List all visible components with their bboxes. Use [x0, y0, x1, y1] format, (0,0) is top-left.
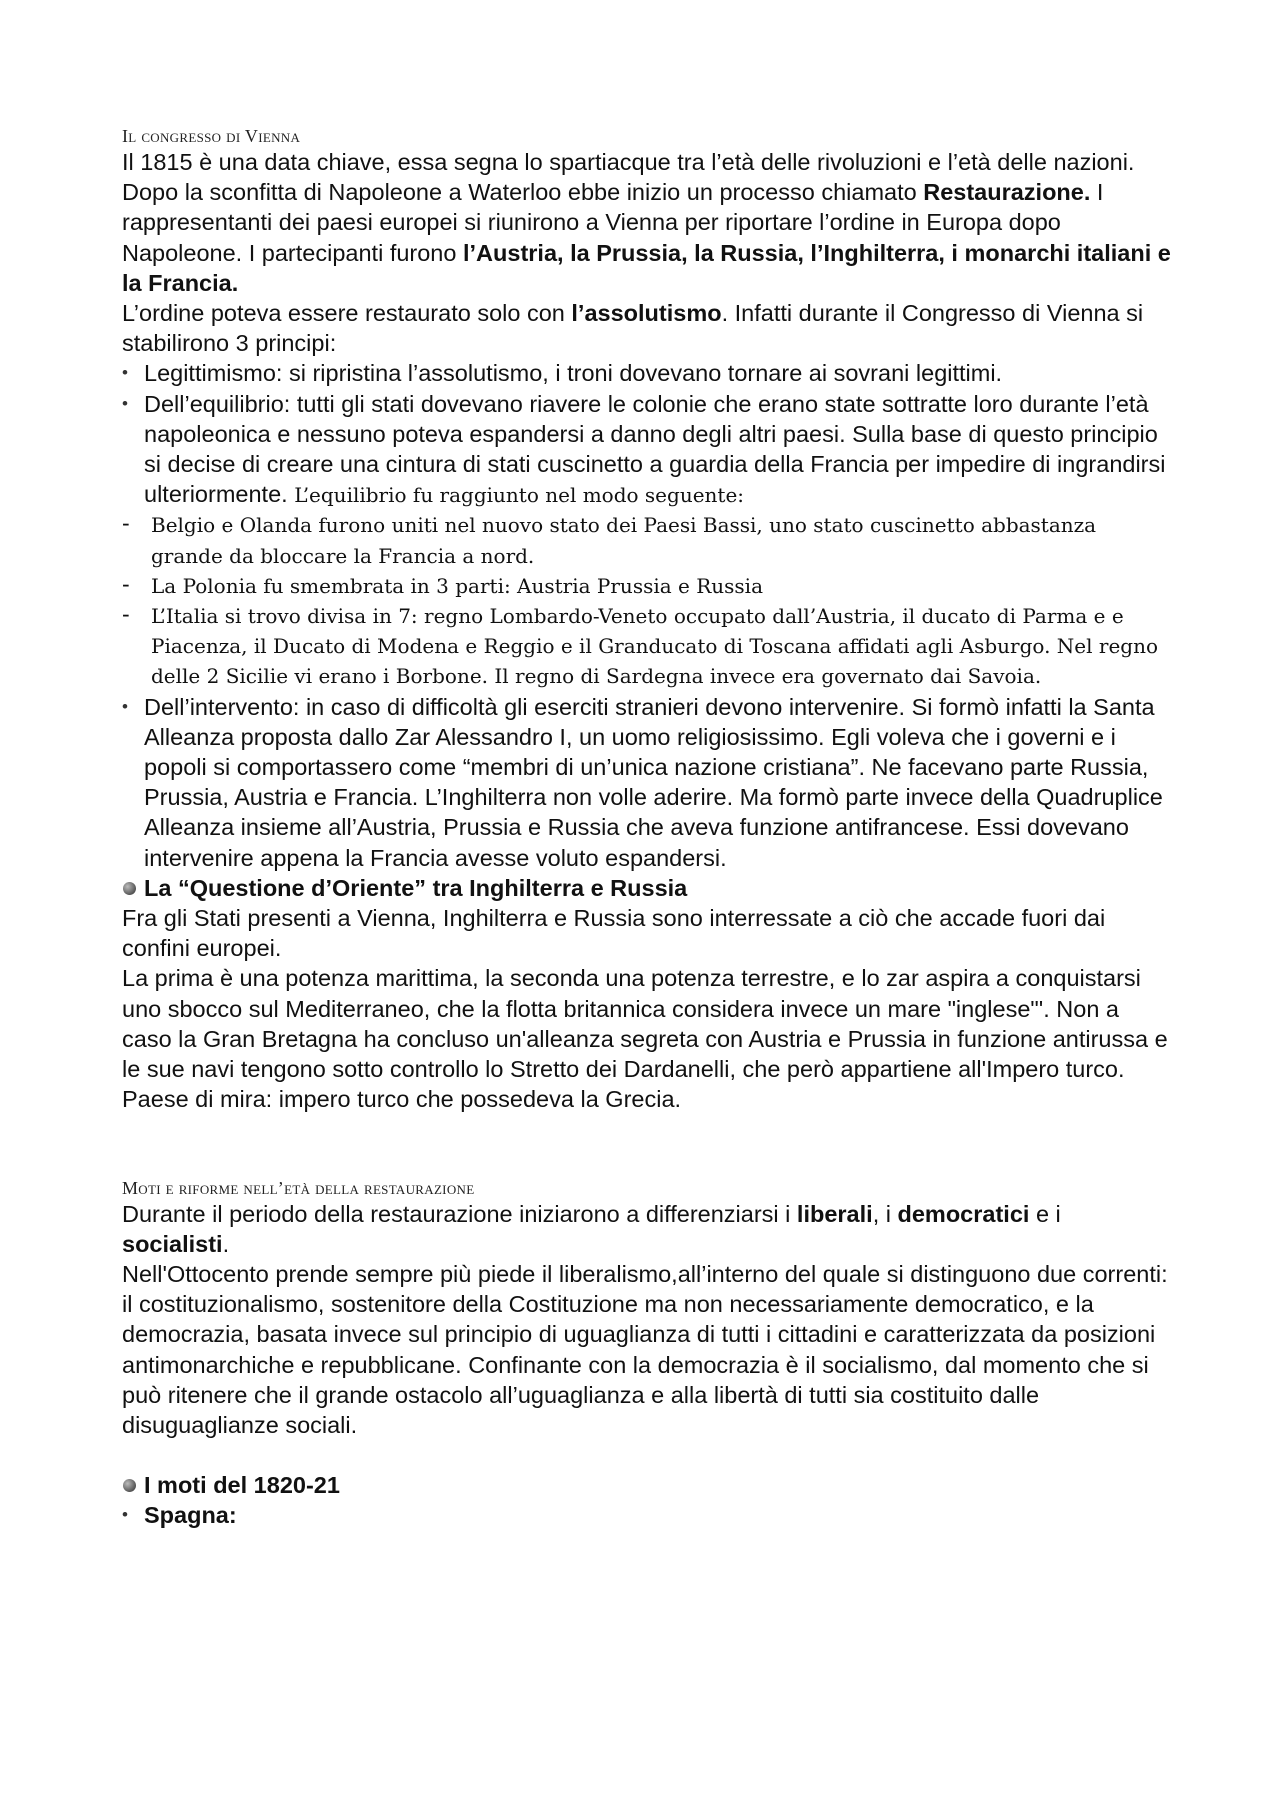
term-restaurazione: Restaurazione.: [923, 179, 1091, 206]
dash-item-italia: - L’Italia si trovo divisa in 7: regno Lombardo-Veneto occupato dall’Austria, il ducato di Parma e e Piacenza, il Ducato di Modena e Reggio e il Granducato di Toscana affidati agli Asburgo. Nel regno delle 2 Sicilie vi erano i Borbone. Il regno di Sardegna invece era governato dai Savoia.: [122, 601, 1172, 692]
term-socialisti: socialisti: [122, 1230, 223, 1257]
paragraph-liberalismo: Nell'Ottocento prende sempre più piede il liberalismo,all’interno del quale si distinguono due correnti: il costituzionalismo, sostenitore della Costituzione ma non necessariamente democratico, e la democrazia, basata invece sul principio di uguaglianza di tutti i cittadini e caratterizzata da posizioni antimonarchiche e repubblicane. Confinante con la democrazia è il socialismo, dal momento che si può ritenere che il grande ostacolo all’uguaglianza e alla libertà di tutti sia costituito dalle disuguaglianze sociali.: [122, 1260, 1168, 1438]
dash-item-paesi-bassi: - Belgio e Olanda furono uniti nel nuovo stato dei Paesi Bassi, uno stato cuscinetto abbastanza grande da bloccare la Francia a nord.: [122, 510, 1172, 570]
paragraph-oriente-2: La prima è una potenza marittima, la seconda una potenza terrestre, e lo zar aspira a conquistarsi uno sbocco sul Mediterraneo, che la flotta britannica considera invece un mare "inglese"'. Non a caso la Gran Bretagna ha concluso un'alleanza segreta con Austria e Prussia in funzione antirussa e le sue navi tengono sotto controllo lo Stretto dei Dardanelli, che però appartiene all'Impero turco.: [122, 965, 1168, 1083]
section-title-congresso: Il congresso di Vienna: [122, 126, 301, 146]
moti-list: [122, 1500, 1172, 1530]
moti-item-spagna: • Spagna:: [122, 1500, 1172, 1530]
dash-item-polonia: - La Polonia fu smembrata in 3 parti: Austria Prussia e Russia: [122, 571, 1172, 601]
equilibrio-dash-list: [122, 510, 1172, 691]
principle-legittimismo: • Legittimismo: si ripristina l’assolutismo, i troni dovevano tornare ai sovrani legittimi.: [122, 358, 1172, 388]
principle-intervento: • Dell’intervento: in caso di difficoltà gli eserciti stranieri devono intervenire. Si formò infatti la Santa Alleanza proposta dallo Zar Alessandro I, un uomo religiosissimo. Egli voleva che i governi e i popoli si comportassero come “membri di un’unica nazione cristiana”. Ne facevano parte Russia, Prussia, Austria e Francia. L’Inghilterra non volle aderire. Ma formò parte invece della Quadruplice Alleanza insieme all’Austria, Prussia e Russia che aveva funzione antifrancese. Essi dovevano intervenire appena la Francia avesse voluto espandersi.: [122, 692, 1172, 873]
paragraph-restaurazione: Dopo la sconfitta di Napoleone a Waterloo ebbe inizio un processo chiamato Restaurazione. I rappresentanti dei paesi europei si riunirono a Vienna per riportare l’ordine in Europa dopo Napoleone. I partecipanti furono l’Austria, la Prussia, la Russia, l’Inghilterra, i monarchi italiani e la Francia.: [122, 179, 1171, 296]
heading-questione-oriente: La “Questione d’Oriente” tra Inghilterra e Russia: [122, 873, 1172, 903]
term-partecipanti: l’Austria, la Prussia, la Russia, l’Inghilterra, i monarchi italiani e la Francia.: [122, 239, 1171, 296]
document-page: [122, 125, 1172, 1531]
paragraph-oriente-1: Fra gli Stati presenti a Vienna, Inghilterra e Russia sono interressate a ciò che accade fuori dai confini europei.: [122, 905, 1106, 962]
paragraph-1815: Il 1815 è una data chiave, essa segna lo spartiacque tra l’età delle rivoluzioni e l’età delle nazioni.: [122, 149, 1135, 175]
principles-list: [122, 358, 1172, 510]
term-assolutismo: l’assolutismo: [571, 300, 722, 327]
principle-equilibrio: • Dell’equilibrio: tutti gli stati dovevano riavere le colonie che erano state sottratte loro durante l’età napoleonica e nessuno poteva espandersi a danno degli altri paesi. Sulla base di questo principio si decise di creare una cintura di stati cuscinetto a guardia della Francia per impedire di ingrandirsi ulteriormente. L’equilibrio fu raggiunto nel modo seguente:: [122, 389, 1172, 511]
heading-moti-1820: I moti del 1820-21: [122, 1470, 1172, 1500]
term-liberali: liberali: [796, 1200, 873, 1227]
paragraph-assolutismo: L’ordine poteva essere restaurato solo con l’assolutismo. Infatti durante il Congresso di Vienna si stabilirono 3 principi:: [122, 300, 1144, 357]
term-democratici: democratici: [897, 1200, 1030, 1227]
paragraph-correnti: Durante il periodo della restaurazione iniziarono a differenziarsi i liberali, i democratici e i socialisti.: [122, 1200, 1061, 1257]
principles-list-continued: [122, 692, 1172, 873]
paragraph-oriente-3: Paese di mira: impero turco che possedeva la Grecia.: [122, 1086, 682, 1113]
bullet-ball-icon: [123, 882, 136, 895]
equilibrio-intro: L’equilibrio fu raggiunto nel modo seguente:: [294, 483, 745, 508]
bullet-ball-icon: [123, 1479, 136, 1492]
section-title-moti: Moti e riforme nell’età della restaurazione: [122, 1177, 475, 1198]
